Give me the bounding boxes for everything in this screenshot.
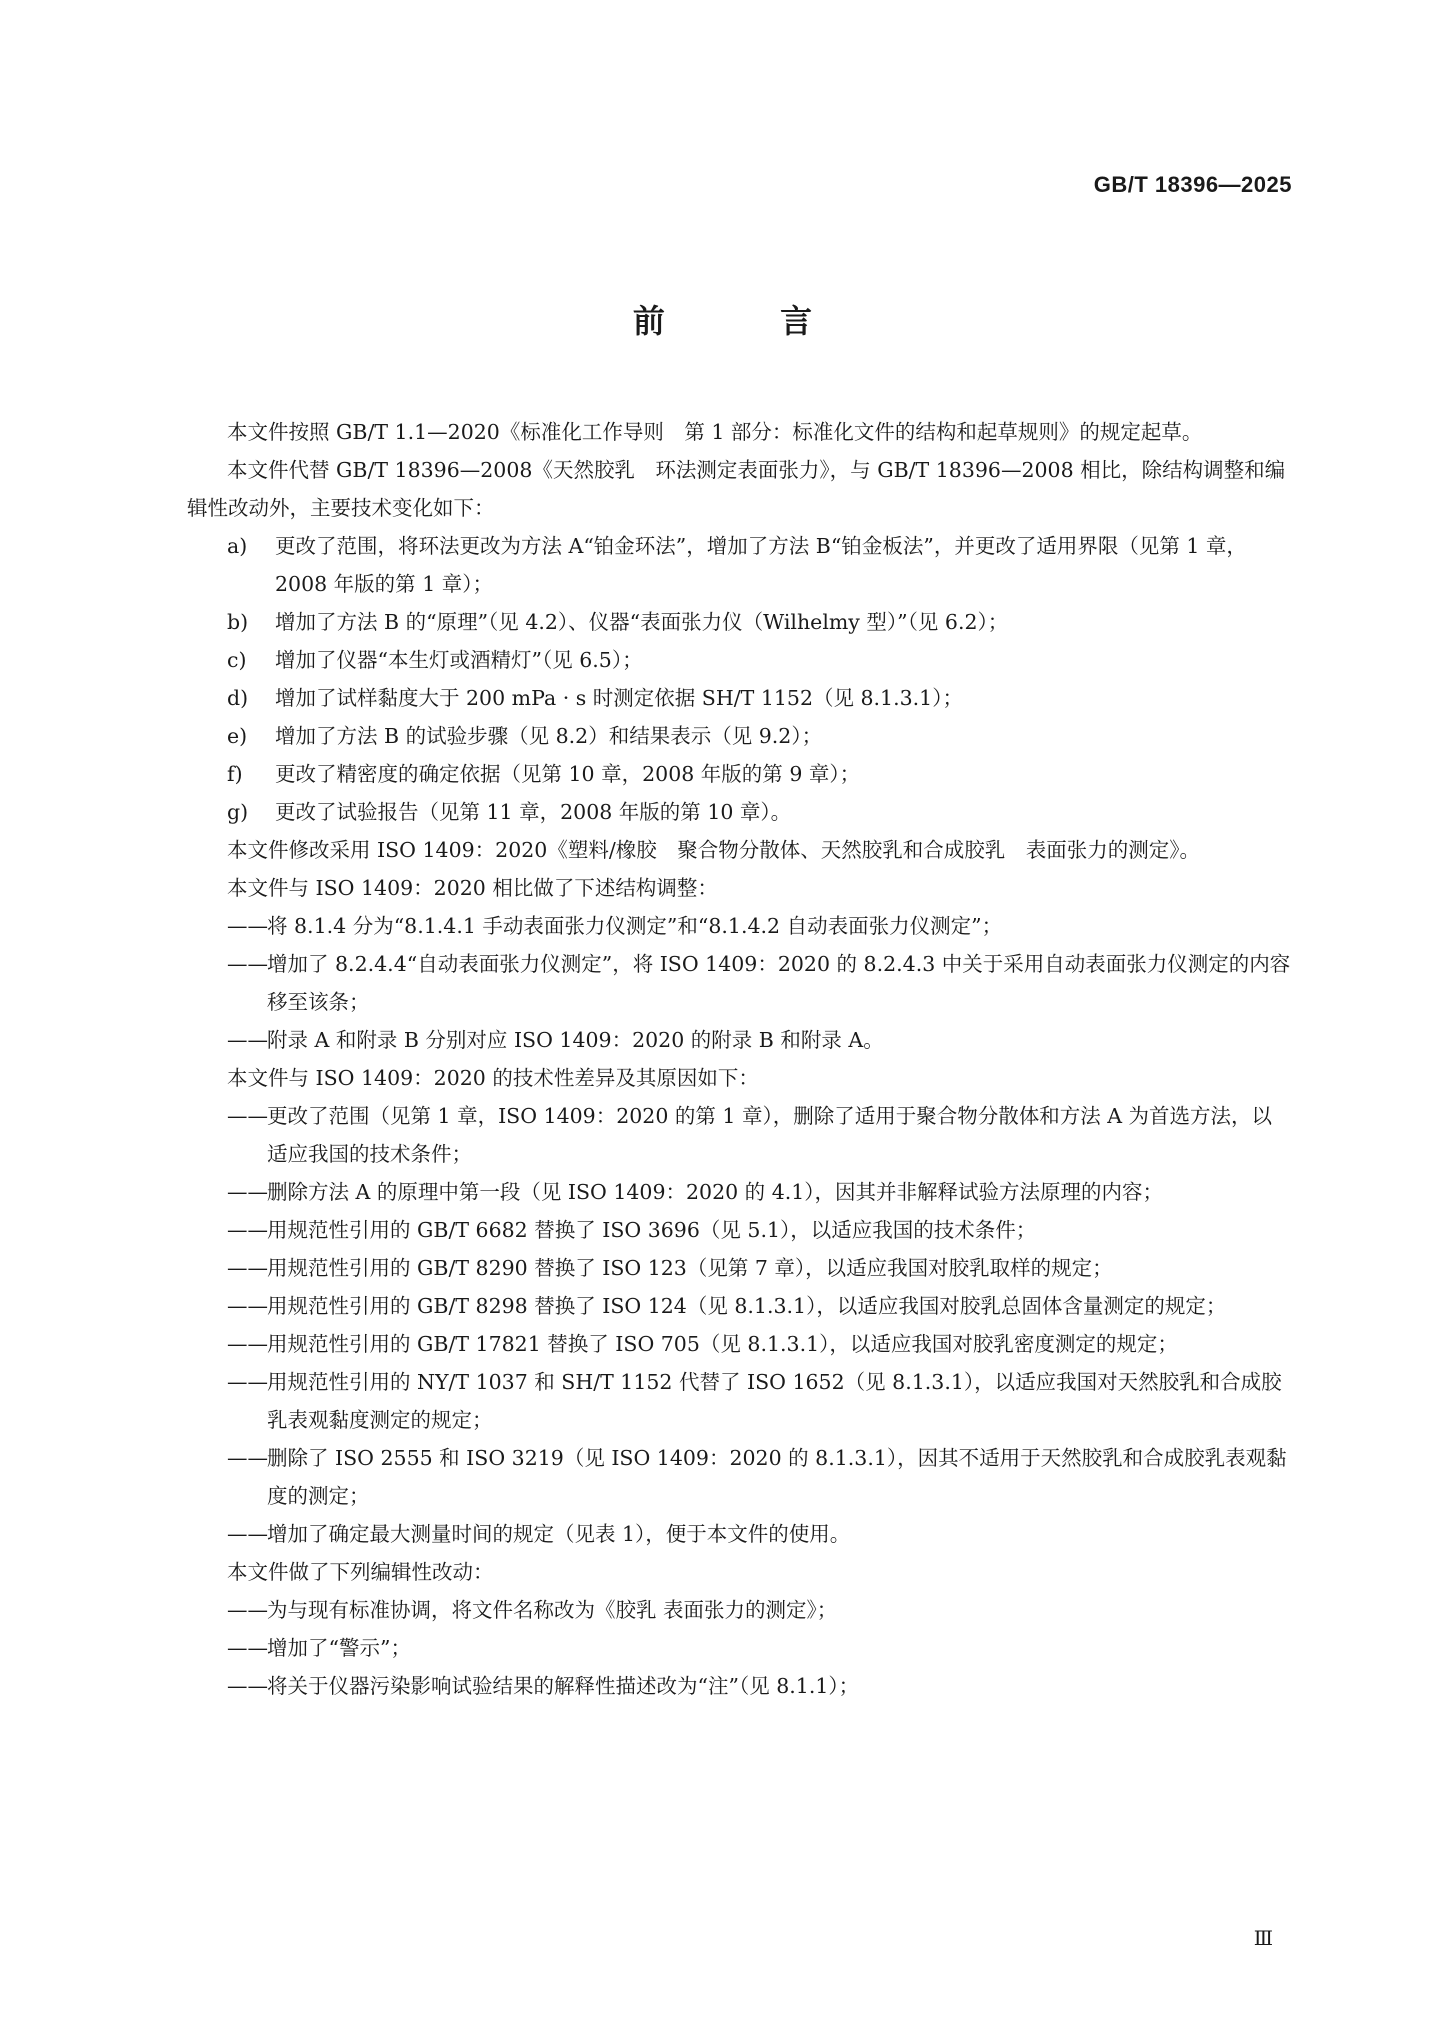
- dash-marker: ——: [227, 1598, 268, 1622]
- dash-item-text: 增加了 8.2.4.4“自动表面张力仪测定”，将 ISO 1409：2020 的 8.2.4.3 中关于采用自动表面张力仪测定的内容移至该条；: [267, 952, 1291, 1014]
- dash-item: [187, 1667, 1292, 1705]
- dash-marker: ——: [227, 1332, 268, 1356]
- dash-item: [187, 1287, 1292, 1325]
- dash-item-text: 删除方法 A 的原理中第一段（见 ISO 1409：2020 的 4.1），因其并非解释试验方法原理的内容；: [267, 1180, 1164, 1204]
- technical-changes-list: [187, 527, 1292, 831]
- technical-differences-list: [187, 1097, 1292, 1553]
- dash-marker: ——: [227, 1636, 268, 1660]
- list-item-text: 更改了范围，将环法更改为方法 A“铂金环法”，增加了方法 B“铂金板法”，并更改了适用界限（见第 1 章，2008 年版的第 1 章）；: [275, 534, 1247, 596]
- dash-item-text: 增加了确定最大测量时间的规定（见表 1），便于本文件的使用。: [267, 1522, 851, 1546]
- dash-item-text: 删除了 ISO 2555 和 ISO 3219（见 ISO 1409：2020 的 8.1.3.1），因其不适用于天然胶乳和合成胶乳表观黏度的测定；: [267, 1446, 1287, 1508]
- paragraph-technical-intro: 本文件与 ISO 1409：2020 的技术性差异及其原因如下：: [227, 1066, 759, 1090]
- dash-item: [187, 1515, 1292, 1553]
- dash-marker: ——: [227, 1294, 268, 1318]
- dash-marker: ——: [227, 1446, 268, 1470]
- list-item: [187, 717, 1292, 755]
- list-item: [187, 527, 1292, 603]
- dash-item-text: 附录 A 和附录 B 分别对应 ISO 1409：2020 的附录 B 和附录 A。: [267, 1028, 884, 1052]
- editorial-changes-list: [187, 1591, 1292, 1705]
- dash-item: [187, 1211, 1292, 1249]
- dash-item: [187, 907, 1292, 945]
- dash-item: [187, 1097, 1292, 1173]
- list-item-label: c): [227, 648, 247, 672]
- paragraph-structural-intro: 本文件与 ISO 1409：2020 相比做了下述结构调整：: [227, 876, 718, 900]
- dash-item: [187, 1173, 1292, 1211]
- standard-code: GB/T 18396—2025: [1093, 172, 1292, 197]
- dash-marker: ——: [227, 1522, 268, 1546]
- dash-item-text: 增加了“警示”；: [267, 1636, 411, 1660]
- list-item-label: b): [227, 610, 249, 634]
- list-item-text: 增加了仪器“本生灯或酒精灯”（见 6.5）；: [275, 648, 643, 672]
- list-item-label: e): [227, 724, 248, 748]
- list-item: [187, 755, 1292, 793]
- list-item: [187, 679, 1292, 717]
- dash-marker: ——: [227, 1218, 268, 1242]
- list-item-label: a): [227, 534, 248, 558]
- dash-item: [187, 1439, 1292, 1515]
- dash-marker: ——: [227, 1028, 268, 1052]
- dash-item: [187, 1363, 1292, 1439]
- dash-item: [187, 1325, 1292, 1363]
- page-number: Ⅲ: [1253, 1926, 1273, 1950]
- dash-item-text: 将 8.1.4 分为“8.1.4.1 手动表面张力仪测定”和“8.1.4.2 自动表面张力仪测定”；: [267, 914, 1003, 938]
- dash-marker: ——: [227, 1104, 268, 1128]
- dash-item: [187, 1249, 1292, 1287]
- dash-item-text: 用规范性引用的 GB/T 6682 替换了 ISO 3696（见 5.1），以适应我国的技术条件；: [267, 1218, 1037, 1242]
- dash-item-text: 将关于仪器污染影响试验结果的解释性描述改为“注”（见 8.1.1）；: [267, 1674, 860, 1698]
- structural-changes-list: [187, 907, 1292, 1059]
- dash-item-text: 为与现有标准协调，将文件名称改为《胶乳 表面张力的测定》；: [267, 1598, 838, 1622]
- dash-item-text: 用规范性引用的 GB/T 8298 替换了 ISO 124（见 8.1.3.1），以适应我国对胶乳总固体含量测定的规定；: [267, 1294, 1227, 1318]
- dash-item: [187, 1021, 1292, 1059]
- list-item: [187, 603, 1292, 641]
- dash-item-text: 用规范性引用的 GB/T 8290 替换了 ISO 123（见第 7 章），以适应我国对胶乳取样的规定；: [267, 1256, 1113, 1280]
- paragraph-editorial-intro: 本文件做了下列编辑性改动：: [227, 1560, 494, 1584]
- list-item-text: 增加了方法 B 的试验步骤（见 8.2）和结果表示（见 9.2）；: [275, 724, 823, 748]
- list-item-text: 增加了方法 B 的“原理”（见 4.2）、仪器“表面张力仪（Wilhelmy 型）”（见 6.2）；: [275, 610, 1009, 634]
- paragraph-drafting-basis: 本文件按照 GB/T 1.1—2020《标准化工作导则 第 1 部分：标准化文件的结构和起草规则》的规定起草。: [227, 420, 1203, 444]
- list-item-text: 更改了试验报告（见第 11 章，2008 年版的第 10 章）。: [275, 800, 792, 824]
- dash-marker: ——: [227, 914, 268, 938]
- dash-item-text: 用规范性引用的 NY/T 1037 和 SH/T 1152 代替了 ISO 1652（见 8.1.3.1），以适应我国对天然胶乳和合成胶乳表观黏度测定的规定；: [267, 1370, 1282, 1432]
- dash-marker: ——: [227, 1180, 268, 1204]
- list-item-label: f): [227, 762, 243, 786]
- dash-marker: ——: [227, 1256, 268, 1280]
- list-item: [187, 793, 1292, 831]
- paragraph-adoption: 本文件修改采用 ISO 1409：2020《塑料/橡胶 聚合物分散体、天然胶乳和合成胶乳 表面张力的测定》。: [227, 838, 1200, 862]
- dash-marker: ——: [227, 952, 268, 976]
- dash-item: [187, 945, 1292, 1021]
- paragraph-replacement: 本文件代替 GB/T 18396—2008《天然胶乳 环法测定表面张力》，与 GB/T 18396—2008 相比，除结构调整和编辑性改动外，主要技术变化如下：: [187, 458, 1286, 520]
- dash-item: [187, 1629, 1292, 1667]
- list-item-label: d): [227, 686, 249, 710]
- dash-marker: ——: [227, 1370, 268, 1394]
- dash-item: [187, 1591, 1292, 1629]
- list-item-text: 增加了试样黏度大于 200 mPa · s 时测定依据 SH/T 1152（见 8.1.3.1）；: [275, 686, 963, 710]
- dash-item-text: 用规范性引用的 GB/T 17821 替换了 ISO 705（见 8.1.3.1），以适应我国对胶乳密度测定的规定；: [267, 1332, 1178, 1356]
- list-item-label: g): [227, 800, 249, 824]
- dash-item-text: 更改了范围（见第 1 章，ISO 1409：2020 的第 1 章），删除了适用于聚合物分散体和方法 A 为首选方法，以适应我国的技术条件；: [267, 1104, 1273, 1166]
- list-item: [187, 641, 1292, 679]
- dash-marker: ——: [227, 1674, 268, 1698]
- foreword-body: [187, 413, 1292, 1705]
- list-item-text: 更改了精密度的确定依据（见第 10 章，2008 年版的第 9 章）；: [275, 762, 861, 786]
- page-title: 前 言: [632, 302, 865, 340]
